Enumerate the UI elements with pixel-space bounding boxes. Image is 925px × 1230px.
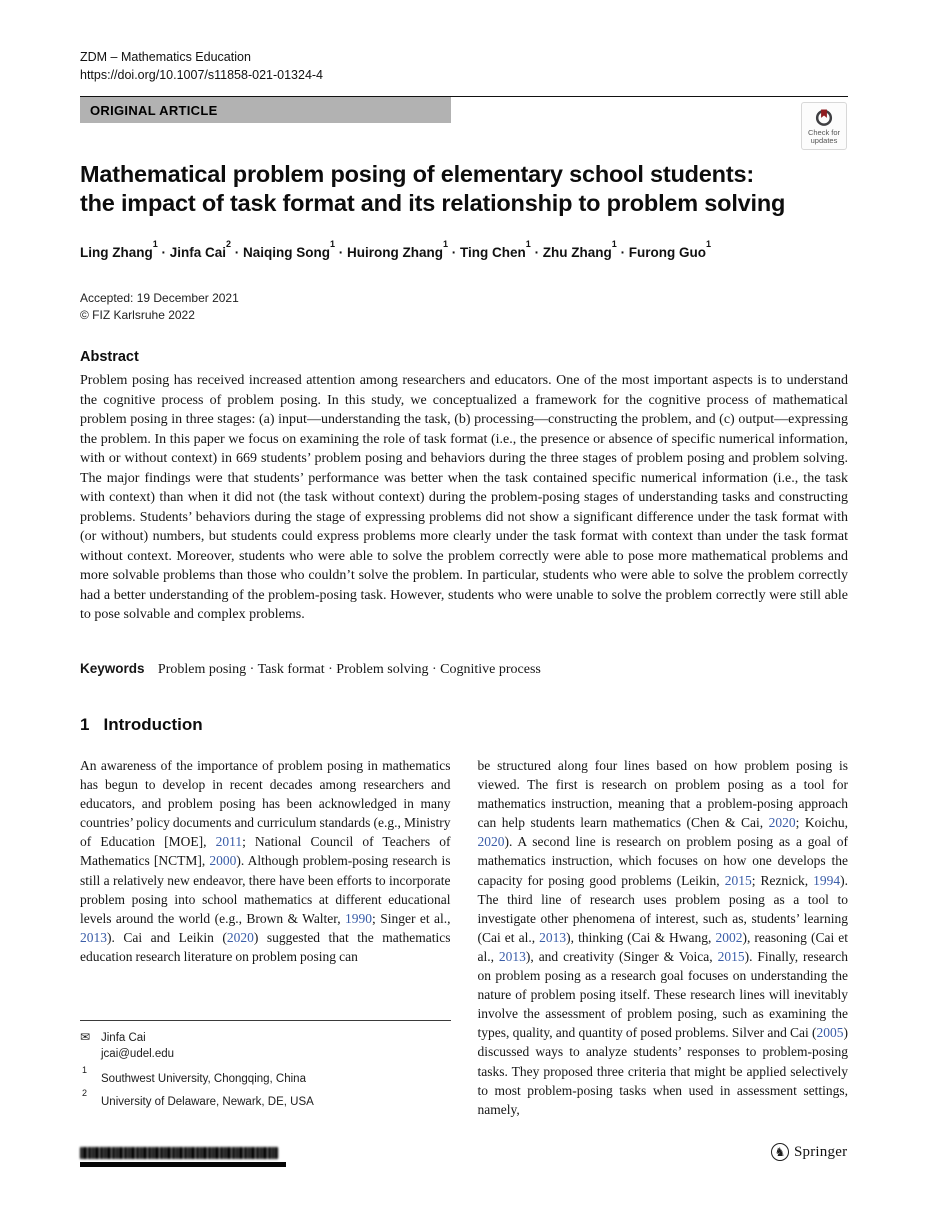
text-segment: ). A second line is research on problem posing as a goal of mathematics instruction, which focuses on how one develops the capacity for posing good problems (Leikin, xyxy=(477,834,848,888)
text-segment: ; National Council of Teachers of Mathematics [NCTM], xyxy=(80,834,451,869)
citation-link[interactable]: 2000 xyxy=(209,853,237,869)
envelope-icon: ✉ xyxy=(80,1030,91,1044)
citation-link[interactable]: 2013 xyxy=(498,948,526,964)
keywords-text: Problem posing · Task format · Problem solving · Cognitive process xyxy=(157,662,541,677)
keywords-row xyxy=(80,661,848,678)
text-segment: · Ting Chen xyxy=(448,245,526,260)
text-segment: ), thinking (Cai & Hwang, xyxy=(566,929,716,945)
article-title-line1: Mathematical problem posing of elementary school students: xyxy=(80,161,754,187)
corresponding-author-email[interactable]: jcai@udel.edu xyxy=(101,1048,175,1060)
citation-link[interactable]: 2020 xyxy=(477,834,505,850)
affiliation-1-sup: 1 xyxy=(82,1065,88,1076)
footnote-block xyxy=(80,1020,451,1108)
author-affiliation-sup: 1 xyxy=(525,239,531,250)
text-segment: ) discussed ways to analyze students’ responses to problem-posing tasks. They proposed three criteria that might be applied selectively to most problem-posing tasks when used in assessment settings, namely, xyxy=(477,1025,848,1117)
abstract-text: Problem posing has received increased attention among researchers and educators. One of the most important aspects is to understand the cognitive process of problem posing. In this study, we conceptualized a framework for the cognitive process of mathematical problem posing in three stages: (a) input—understanding the task, (b) processing—constructing the problem, and (c) output—expressing the problem. In this paper we focus on examining the role of task format (i.e., the presence or absence of specific numerical information, with or without context) in 669 students’ problem posing and behaviors during the three stages of problem posing and problem solving. The major findings were that students’ performance was better when the task contained specific numerical information (i.e., the task with context) than when it did not (the task without context) during the problem-posing stages of understanding tasks and constructing problems. Students’ behaviors during the stage of expressing problems did not show a significant difference under the task format with (or without) numbers, but students could express problems more clearly under the task format with context than under the task format without context. Moreover, students who were able to solve the problem correctly were able to pose more mathematical problems and more solvable problems than those who couldn’t solve the problem. In particular, students who were able to solve the problem correctly had a better understanding of the problem-posing task. However, students who were unable to solve the problem correctly were still able to pose solvable and complex problems. xyxy=(80,373,848,622)
springer-wordmark: Springer xyxy=(794,1143,848,1160)
footnote-rule xyxy=(80,1020,451,1021)
crossmark-icon xyxy=(814,107,834,127)
corresponding-author-row xyxy=(80,1030,451,1062)
text-segment: ), and creativity (Singer & Voica, xyxy=(525,948,718,964)
springer-logo xyxy=(771,1143,847,1161)
right-column xyxy=(478,756,849,1119)
text-segment: · Jinfa Cai xyxy=(157,245,227,260)
text-segment: An awareness of the importance of problem posing in mathematics has begun to develop in recent decades among researchers and educators, and problem posing has been acknowledged in many countries’ policy documents and curriculum standards (e.g., Ministry of Education [MOE], xyxy=(80,758,451,850)
text-segment: · Furong Guo xyxy=(616,245,707,260)
author-affiliation-sup: 1 xyxy=(330,239,336,250)
text-segment: ; Koichu, xyxy=(795,815,848,831)
citation-link[interactable]: 2015 xyxy=(717,948,745,964)
keywords-label: Keywords xyxy=(80,661,145,676)
barcode-smear xyxy=(80,1147,278,1159)
author-affiliation-sup: 1 xyxy=(152,239,158,250)
copyright-notice: © FIZ Karlsruhe 2022 xyxy=(80,307,195,322)
text-segment: ; Reznick, xyxy=(751,872,814,888)
section-heading-introduction xyxy=(80,715,203,735)
text-segment: Ling Zhang xyxy=(80,245,153,260)
intro-paragraph-left xyxy=(80,756,451,966)
author-affiliation-sup: 1 xyxy=(443,239,449,250)
text-segment: ). The third line of research uses problem posing as a tool to investigate other phenomena of interest, such as, students’ learning (Cai et al., xyxy=(477,872,848,945)
article-type-banner: ORIGINAL ARTICLE xyxy=(80,97,451,123)
affiliation-1-text: Southwest University, Chongqing, China xyxy=(101,1073,306,1085)
article-title xyxy=(80,160,870,218)
citation-link[interactable]: 1990 xyxy=(345,910,373,926)
journal-name: ZDM – Mathematics Education xyxy=(80,50,251,64)
text-segment: · Huirong Zhang xyxy=(335,245,444,260)
springer-knight-icon: ♞ xyxy=(771,1143,789,1161)
citation-link[interactable]: 2002 xyxy=(715,929,743,945)
badge-line-2: updates xyxy=(810,136,838,145)
author-affiliation-sup: 2 xyxy=(226,239,232,250)
header-rule xyxy=(80,96,848,123)
text-segment: ) suggested that the mathematics education research literature on problem posing can xyxy=(80,929,451,964)
article-dates xyxy=(80,290,239,323)
section-number: 1 xyxy=(80,715,90,734)
text-segment: be structured along four lines based on how problem posing is viewed. The first is research on problem posing as a tool for mathematics instruction, meaning that a problem-posing approach can help students learn mathematics (Chen & Cai, xyxy=(477,758,848,831)
badge-line-1: Check for xyxy=(807,127,841,137)
citation-link[interactable]: 2015 xyxy=(724,872,752,888)
doi-link[interactable]: https://doi.org/10.1007/s11858-021-01324-4 xyxy=(80,68,324,82)
barcode-bar xyxy=(80,1162,286,1167)
text-segment: ). Finally, research on problem posing as a research goal focuses on understanding the nature of problem posing itself. These research lines will inevitably involve the assessment of problem posing, such as examining the types, quality, and quantity of posed problems. Silver and Cai ( xyxy=(477,948,849,1041)
corresponding-author-name: Jinfa Cai xyxy=(101,1032,146,1044)
citation-link[interactable]: 2020 xyxy=(226,929,254,945)
check-for-updates-label xyxy=(808,129,840,146)
citation-link[interactable]: 2020 xyxy=(768,815,796,831)
abstract-heading: Abstract xyxy=(80,349,139,365)
text-segment: ). Cai and Leikin ( xyxy=(107,929,227,945)
text-segment: ; Singer et al., xyxy=(372,910,451,926)
text-segment: · Zhu Zhang xyxy=(530,245,612,260)
affiliation-2-sup: 2 xyxy=(82,1088,88,1099)
affiliation-2-text: University of Delaware, Newark, DE, USA xyxy=(101,1096,314,1108)
citation-link[interactable]: 1994 xyxy=(813,872,841,888)
check-for-updates-badge[interactable] xyxy=(801,102,847,150)
article-title-line2: the impact of task format and its relationship to problem solving xyxy=(80,190,786,216)
affiliation-2 xyxy=(80,1088,451,1108)
author-affiliation-sup: 1 xyxy=(611,239,617,250)
author-list xyxy=(80,239,848,260)
citation-link[interactable]: 2013 xyxy=(539,929,567,945)
accepted-date: Accepted: 19 December 2021 xyxy=(80,291,239,305)
citation-link[interactable]: 2005 xyxy=(816,1025,844,1041)
citation-link[interactable]: 2011 xyxy=(215,834,243,850)
text-segment: · Naiqing Song xyxy=(231,245,331,260)
intro-paragraph-right xyxy=(478,756,849,1119)
citation-link[interactable]: 2013 xyxy=(80,929,107,945)
barcode-image xyxy=(80,1147,286,1167)
section-title: Introduction xyxy=(103,715,203,734)
text-segment: ). Although problem-posing research is still a relatively new endeavor, there have been efforts to incorporate problem posing into school mathematics at different educational levels around the world (e.g., Brown & Walter, xyxy=(80,853,451,926)
author-affiliation-sup: 1 xyxy=(706,239,712,250)
text-segment: ), reasoning (Cai et al., xyxy=(477,929,848,964)
affiliation-1 xyxy=(80,1065,451,1085)
